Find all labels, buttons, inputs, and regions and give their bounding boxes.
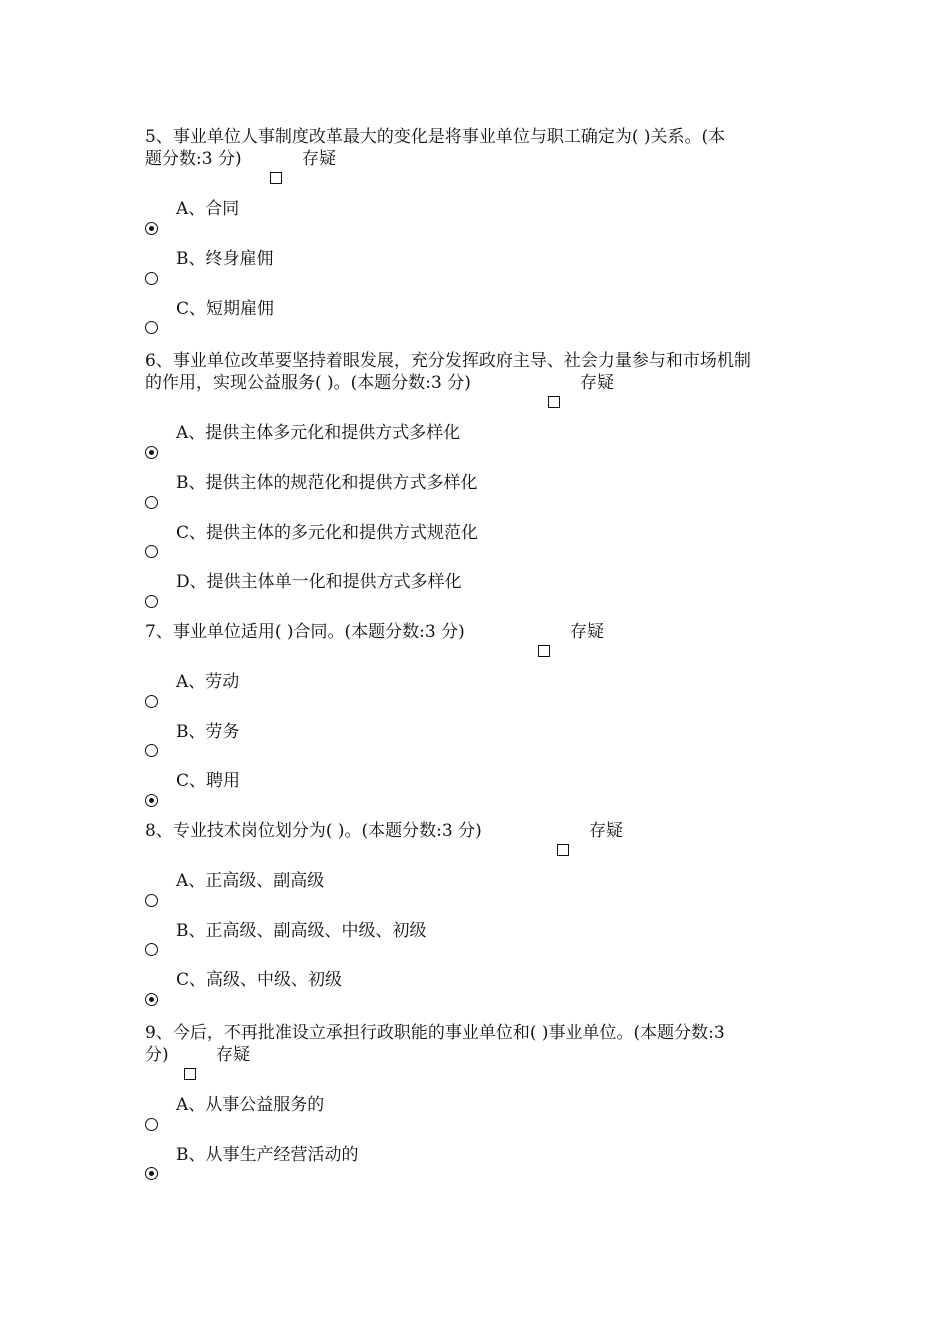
question-7-text-line-1: 7、事业单位适用( )合同。(本题分数:3 分): [145, 622, 465, 642]
question-9-text-line-1: 9、今后，不再批准设立承担行政职能的事业单位和( )事业单位。(本题分数:3: [145, 1023, 725, 1043]
question-9-option-b-label: B、从事生产经营活动的: [176, 1145, 359, 1165]
question-6-option-d-label: D、提供主体单一化和提供方式多样化: [176, 572, 462, 592]
question-5-option-a-radio[interactable]: [145, 222, 158, 235]
question-5-option-c-label: C、短期雇佣: [176, 299, 275, 319]
question-7-option-a-label: A、劳动: [176, 672, 240, 692]
question-8-option-c-label: C、高级、中级、初级: [176, 970, 343, 990]
question-9-option-a-label: A、从事公益服务的: [176, 1095, 325, 1115]
question-6-option-d-radio[interactable]: [145, 595, 158, 608]
question-6-option-c-label: C、提供主体的多元化和提供方式规范化: [176, 523, 479, 543]
question-5-option-c-radio[interactable]: [145, 321, 158, 334]
question-9-flag-checkbox[interactable]: [184, 1068, 196, 1080]
question-8-flag-checkbox[interactable]: [557, 844, 569, 856]
question-6-flag-checkbox[interactable]: [548, 396, 560, 408]
question-6-text-line-2: 的作用，实现公益服务( )。(本题分数:3 分): [145, 373, 471, 393]
question-6-option-a-radio[interactable]: [145, 446, 158, 459]
question-5-option-a-label: A、合同: [176, 199, 240, 219]
question-6-flag-label: 存疑: [580, 373, 614, 393]
question-7-option-c-radio[interactable]: [145, 794, 158, 807]
question-7-flag-label: 存疑: [570, 622, 604, 642]
question-7-option-c-label: C、聘用: [176, 771, 241, 791]
question-8-option-c-radio[interactable]: [145, 993, 158, 1006]
question-5-option-b-radio[interactable]: [145, 272, 158, 285]
question-8-option-b-label: B、正高级、副高级、中级、初级: [176, 921, 427, 941]
question-8-option-a-radio[interactable]: [145, 894, 158, 907]
question-6-option-b-label: B、提供主体的规范化和提供方式多样化: [176, 473, 478, 493]
question-8-text-line-1: 8、专业技术岗位划分为( )。(本题分数:3 分): [145, 821, 482, 841]
question-5-flag-label: 存疑: [302, 149, 336, 169]
question-9-flag-label: 存疑: [216, 1045, 250, 1065]
question-9-option-b-radio[interactable]: [145, 1167, 158, 1180]
question-9-option-a-radio[interactable]: [145, 1118, 158, 1131]
question-7-option-b-label: B、劳务: [176, 722, 240, 742]
question-5-text-line-2: 题分数:3 分): [145, 149, 242, 169]
question-5-option-b-label: B、终身雇佣: [176, 249, 274, 269]
question-9-text-line-2: 分): [145, 1045, 169, 1065]
question-8-flag-label: 存疑: [589, 821, 623, 841]
question-7-flag-checkbox[interactable]: [538, 645, 550, 657]
question-8-option-a-label: A、正高级、副高级: [176, 871, 325, 891]
question-6-option-a-label: A、提供主体多元化和提供方式多样化: [176, 423, 461, 443]
question-8-option-b-radio[interactable]: [145, 943, 158, 956]
question-7-option-a-radio[interactable]: [145, 695, 158, 708]
question-5-flag-checkbox[interactable]: [270, 172, 282, 184]
question-6-option-c-radio[interactable]: [145, 545, 158, 558]
question-6-option-b-radio[interactable]: [145, 496, 158, 509]
question-6-text-line-1: 6、事业单位改革要坚持着眼发展，充分发挥政府主导、社会力量参与和市场机制: [145, 351, 751, 371]
question-5-text-line-1: 5、事业单位人事制度改革最大的变化是将事业单位与职工确定为( )关系。(本: [145, 127, 726, 147]
question-7-option-b-radio[interactable]: [145, 744, 158, 757]
